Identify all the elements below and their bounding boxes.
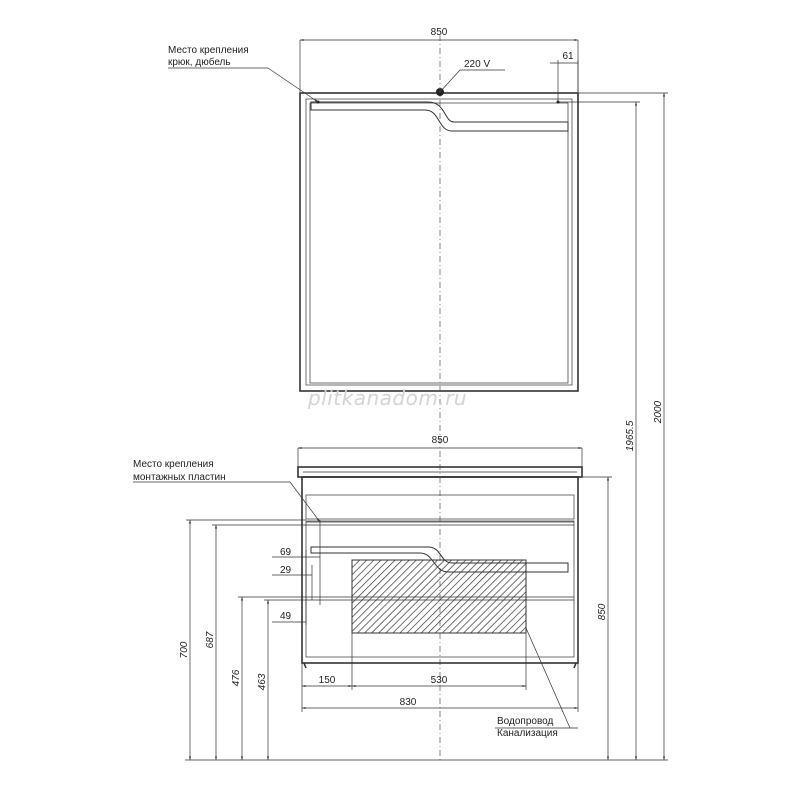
plumbing-zone — [352, 560, 526, 633]
offset-dimensions — [272, 520, 320, 625]
mirror-mount-label-line2: крюк, дюбель — [168, 57, 231, 68]
cabinet-width-label: 850 — [431, 435, 449, 446]
height-700-label: 700 — [179, 641, 190, 659]
cabinet-mount-callout — [133, 459, 320, 522]
dim-69-label: 69 — [280, 547, 292, 558]
dim-150-label: 150 — [318, 675, 336, 686]
mirror-mount-label-line1: Место крепления — [168, 45, 249, 56]
mirror-glass — [310, 103, 568, 383]
mirror-drawing — [300, 88, 578, 391]
height-2000-label: 2000 — [653, 400, 664, 424]
mount-offset-dimension — [550, 51, 578, 102]
cabinet-mount-label-line1: Место крепления — [133, 459, 214, 470]
mirror-inner-frame — [306, 99, 572, 385]
dim-530-label: 530 — [430, 675, 448, 686]
right-height-dimensions — [582, 93, 664, 760]
height-476-label: 476 — [231, 669, 242, 687]
dim-29-label: 29 — [280, 565, 292, 576]
mirror-light-strip — [311, 102, 568, 131]
height-687-label: 687 — [205, 631, 216, 649]
left-height-dimensions — [179, 520, 668, 760]
watermark: plitkanadom.ru — [308, 386, 468, 410]
height-850-label: 850 — [597, 603, 608, 621]
dim-49-label: 49 — [280, 611, 292, 622]
mirror-width-dimension — [300, 27, 578, 92]
mirror-mount-callout — [168, 45, 318, 102]
plumbing-label-line2: Канализация — [497, 728, 558, 739]
power-label: 220 V — [464, 59, 491, 70]
plumbing-label-line1: Водопровод — [497, 716, 554, 727]
power-callout — [440, 59, 505, 92]
mirror-outer-frame — [300, 93, 578, 391]
height-463-label: 463 — [257, 673, 268, 691]
mount-offset-label: 61 — [562, 51, 574, 62]
cabinet-mount-label-line2: монтажных пластин — [133, 472, 226, 483]
height-1965-label: 1965.5 — [625, 420, 636, 452]
dim-830-label: 830 — [399, 697, 417, 708]
mirror-width-label: 850 — [430, 27, 448, 38]
plumbing-callout — [495, 628, 578, 739]
